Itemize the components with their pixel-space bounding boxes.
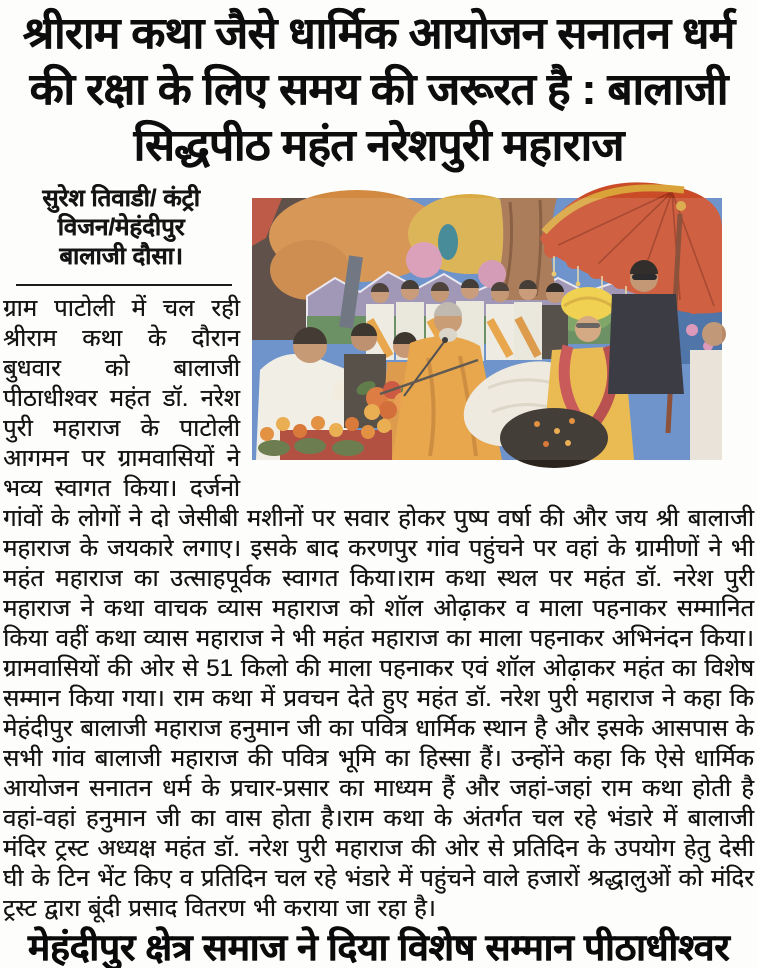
- headline-line-1: श्रीराम कथा जैसे धार्मिक आयोजन सनातन धर्म: [22, 9, 735, 58]
- byline-divider: [16, 284, 232, 286]
- article-photo: [252, 198, 722, 460]
- scan-haze-overlay: [252, 198, 722, 460]
- article-body-text: ग्राम पाटोली में चल रही श्रीराम कथा के दौरान बुधवार को बालाजी पीठाधीश्वर महंत डॉ. नरेश पुरी महाराज के पाटोली आगमन पर ग्रामवासियों ने भव्य स्वागत किया। दर्जनो गांवों के लोगों ने दो जेसीबी मशीनों पर सवार होकर पुष्प वर्षा की और जय श्री बालाजी महाराज के जयकारे लगाए। इसके बाद करणपुर गांव पहुंचने पर वहां के ग्रामीणों ने भी महंत महाराज का उत्साहपूर्वक स्वागत किया।राम कथा स्थल पर महंत डॉ. नरेश पुरी महाराज ने कथा वाचक व्यास महाराज को शॉल ओढ़ाकर व माला पहनाकर सम्मानित किया वहीं कथा व्यास महाराज ने भी महंत महाराज का माला पहनाकर अभिनंदन किया। ग्रामवासियों की ओर से 51 किलो की माला पहनाकर एवं शॉल ओढ़ाकर महंत का विशेष सम्मान किया गया। राम कथा में प्रवचन देते हुए महंत डॉ. नरेश पुरी महाराज ने कहा कि मेहंदीपुर बालाजी महाराज हनुमान जी का पवित्र धार्मिक स्थान है और इसके आसपास के सभी गांव बालाजी महाराज की पवित्र भूमि का हिस्सा हैं। उन्होंने कहा कि ऐसे धार्मिक आयोजन सनातन धर्म के प्रचार-प्रसार का माध्यम हैं और जहां-जहां राम कथा होती है वहां-वहां हनुमान जी का वास होता है।राम कथा के अंतर्गत चल रहे भंडारे में बालाजी मंदिर ट्रस्ट अध्यक्ष महंत डॉ. नरेश पुरी महाराज की ओर से प्रतिदिन के उपयोग हेतु देसी घी के टिन भेंट किए व प्रतिदिन चल रहे भंडारे में पहुंचने वाले हजारों श्रद्धालुओं को मंदिर ट्रस्ट द्वारा बूंदी प्रसाद वितरण भी कराया जा रहा है।: [3, 295, 754, 922]
- clipped-next-headline: मेहंदीपुर क्षेत्र समाज ने दिया विशेष सम्मान पीठाधीश्वर: [27, 927, 730, 968]
- byline-line-3: बालाजी दौसा।: [59, 243, 183, 270]
- article-content: [0, 184, 757, 924]
- byline-line-2: विजन/मेहंदीपुर: [57, 214, 185, 241]
- headline-line-2: की रक्षा के लिए समय की जरूरत है : बालाजी: [29, 65, 728, 114]
- byline-line-1: सुरेश तिवाडी/ कंट्री: [42, 185, 200, 212]
- article-headline: [0, 0, 757, 174]
- headline-line-3: सिद्धपीठ महंत नरेशपुरी महाराज: [133, 121, 624, 170]
